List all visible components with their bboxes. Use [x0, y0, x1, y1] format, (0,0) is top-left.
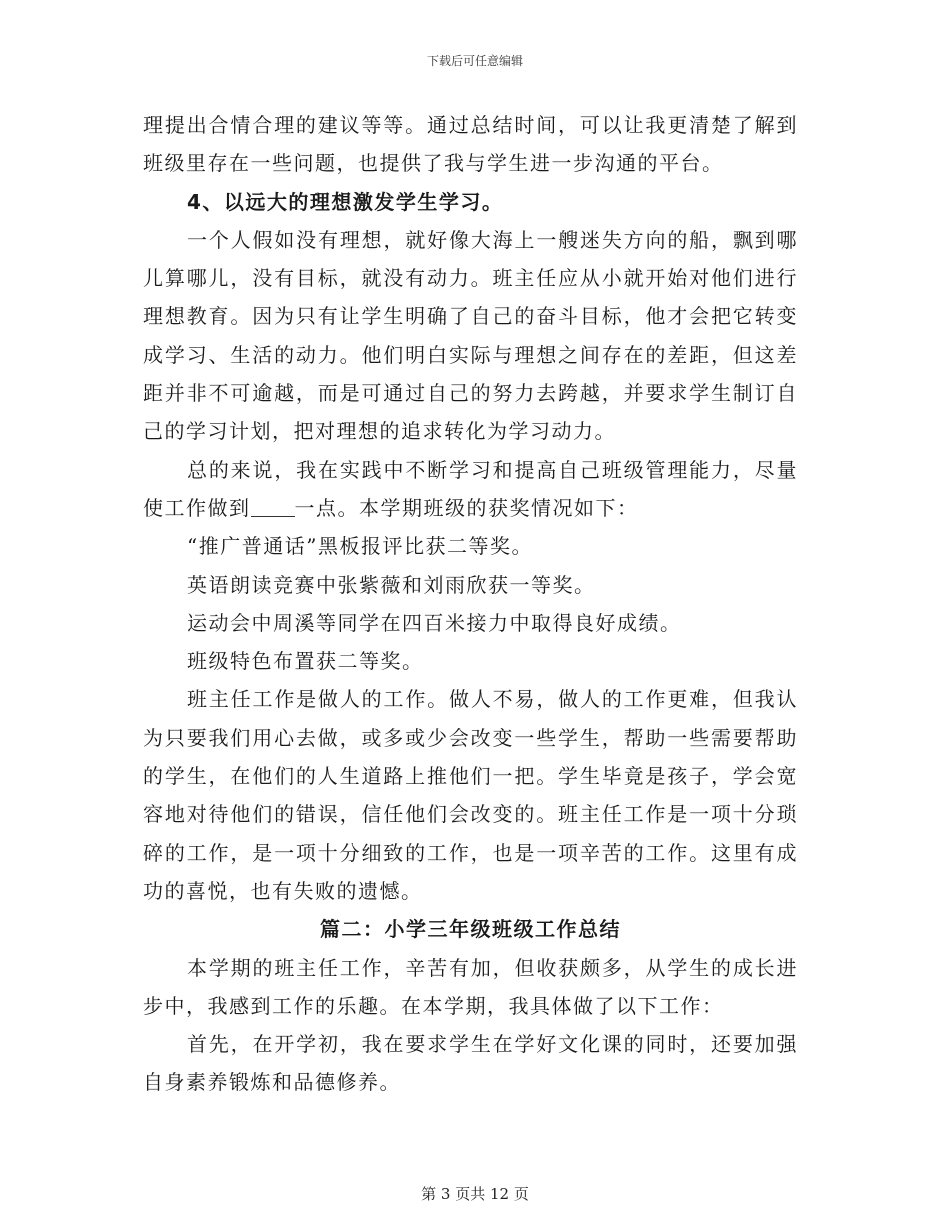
award-item: “推广普通话”黑板报评比获二等奖。 — [187, 534, 533, 559]
paragraph-intro: 本学期的班主任工作，辛苦有加，但收获颇多，从学生的成长进步中，我感到工作的乐趣。在本学期，我具体做了以下工作： — [143, 955, 798, 1018]
award-item: 班级特色布置获二等奖。 — [187, 649, 424, 674]
subheading-ideals: 4、以远大的理想激发学生学习。 — [187, 189, 504, 214]
award-item: 运动会中周溪等同学在四百米接力中取得良好成绩。 — [187, 610, 682, 635]
award-item: 英语朗读竞赛中张紫薇和刘雨欣获一等奖。 — [187, 572, 596, 597]
document-body — [143, 106, 798, 1102]
paragraph-continuation: 理提出合情合理的建议等等。通过总结时间，可以让我更清楚了解到班级里存在一些问题，也提供了我与学生进一步沟通的平台。 — [143, 113, 798, 176]
paragraph-first: 首先，在开学初，我在要求学生在学好文化课的同时，还要加强自身素养锻炼和品德修养。 — [143, 1032, 798, 1095]
paragraph-ideals: 一个人假如没有理想，就好像大海上一艘迷失方向的船，飘到哪儿算哪儿，没有目标，就没有动力。班主任应从小就开始对他们进行理想教育。因为只有让学生明确了自己的奋斗目标，他才会把它转变成学习、生活的动力。他们明白实际与理想之间存在的差距，但这差距并非不可逾越，而是可通过自己的努力去跨越，并要求学生制订自己的学习计划，把对理想的追求转化为学习动力。 — [143, 227, 798, 444]
header-note: 下载后可任意编辑 — [426, 54, 523, 68]
paragraph-reflection: 班主任工作是做人的工作。做人不易，做人的工作更难，但我认为只要我们用心去做，或多或少会改变一些学生，帮助一些需要帮助的学生，在他们的人生道路上推他们一把。学生毕竟是孩子，学会宽容地对待他们的错误，信任他们会改变的。班主任工作是一项十分琐碎的工作，是一项十分细致的工作，也是一项辛苦的工作。这里有成功的喜悦，也有失败的遗憾。 — [143, 687, 798, 903]
paragraph-summary — [143, 451, 798, 528]
section-title: 篇二：小学三年级班级工作总结 — [320, 917, 621, 942]
page-indicator: 第 3 页共 12 页 — [421, 1185, 529, 1203]
fill-in-blank — [251, 496, 295, 517]
summary-text-start: 总的来说，我在实践中不断学习和提高自己班级管理能力，尽量使工作做到 — [143, 457, 798, 520]
summary-text-end: 一点。本学期班级的获奖情况如下： — [294, 495, 639, 520]
